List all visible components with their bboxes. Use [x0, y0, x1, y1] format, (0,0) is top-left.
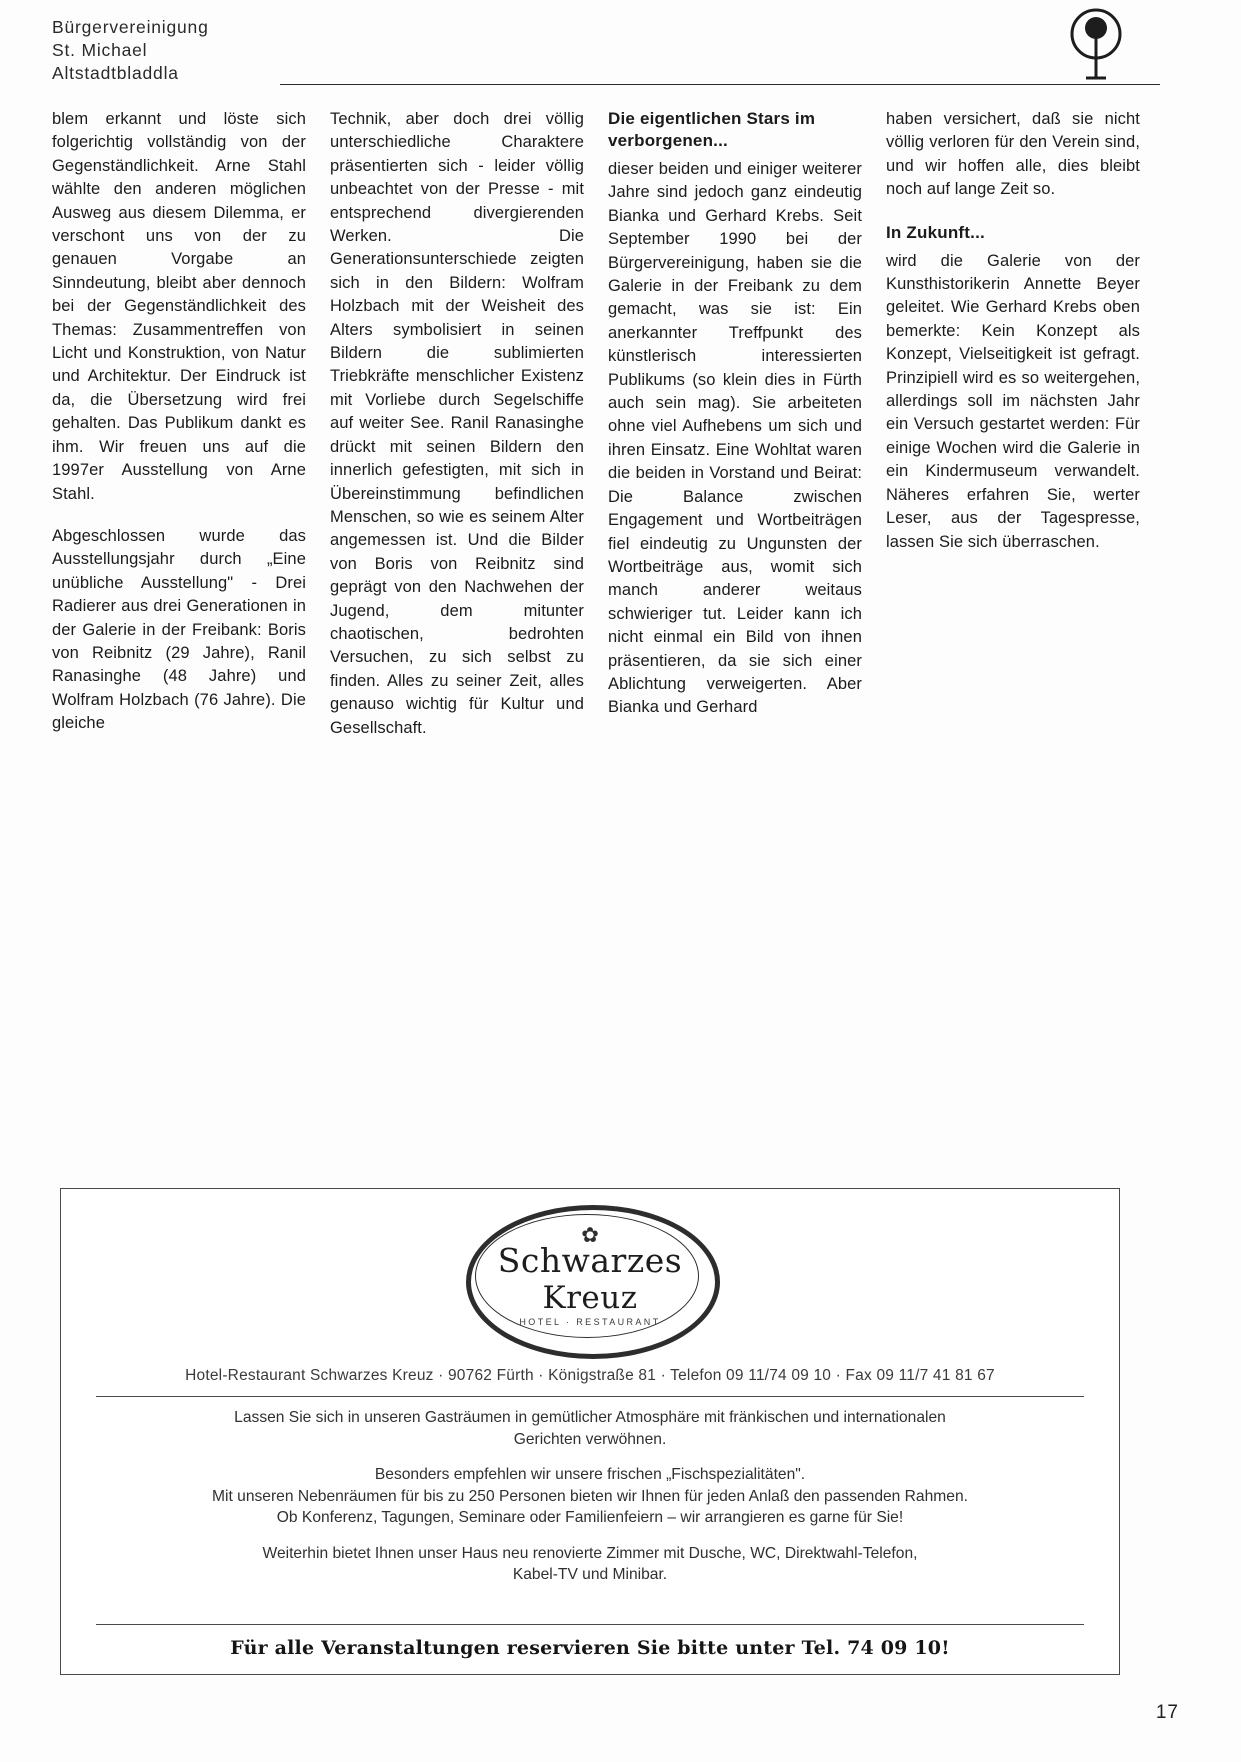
logo-line-3: HOTEL · RESTAURANT: [519, 1317, 661, 1327]
section-heading-stars: Die eigentlichen Stars im verborgenen...: [608, 109, 816, 150]
paragraph: haben versichert, daß sie nicht völlig verloren für den Verein sind, und wir hoffen alle, dies bleibt noch auf lange Zeit so.: [886, 110, 1140, 199]
advertisement-logo-area: [61, 1205, 1119, 1353]
paragraph: Abgeschlossen wurde das Ausstellungsjahr durch „Eine unübliche Ausstellung" - Drei Radierer aus drei Generationen in der Galerie in der Freibank: Boris von Reibnitz (29 Jahre), Ranil Ranasinghe (48 Jahre) und Wolfram Holzbach (76 Jahre). Die gleiche: [52, 526, 306, 733]
section-heading-zukunft: In Zukunft...: [886, 222, 985, 242]
masthead-title: [52, 16, 1122, 85]
advertisement-box: [60, 1188, 1120, 1675]
advertisement-text-line: Kabel-TV und Minibar.: [512, 1566, 668, 1583]
advertisement-text-line: Gerichten verwöhnen.: [513, 1430, 667, 1448]
advertisement-text-line: Lassen Sie sich in unseren Gasträumen in gemütlicher Atmosphäre mit fränkischen und internationalen: [234, 1409, 946, 1426]
circle-pin-logo-icon: [1070, 8, 1122, 80]
paragraph: wird die Galerie von der Kunsthistorikerin Annette Beyer geleitet. Wie Gerhard Krebs oben bemerkte: Kein Konzept als Konzept, Vielseitigkeit ist gefragt. Prinzipiell wird es so weitergehen, allerdings soll im nächsten Jahr ein Versuch gestartet werden: Für einige Wochen wird die Galerie in ein Kindermuseum verwandelt. Näheres erfahren Sie, werter Leser, aus der Tagespresse, lassen Sie sich überraschen.: [886, 251, 1140, 551]
advertisement-contact-line: Hotel-Restaurant Schwarzes Kreuz · 90762 Fürth · Königstraße 81 · Telefon 09 11/74 09 10 · Fax 09 11/7 41 81 67: [185, 1367, 995, 1384]
article-column-3: [608, 108, 862, 740]
article-column-4: [886, 108, 1140, 740]
masthead-line-3: Altstadtbladdla: [52, 63, 179, 83]
advertisement-text-line: Besonders empfehlen wir unsere frischen „Fischspezialitäten".: [374, 1466, 806, 1483]
masthead-line-2: St. Michael: [52, 40, 148, 60]
advertisement-block-3: [105, 1543, 1075, 1586]
article-columns: [52, 108, 1172, 740]
logo-line-1: Schwarzes: [497, 1241, 683, 1280]
advertisement-footer-call-to-action: Für alle Veranstaltungen reservieren Sie bitte unter Tel. 74 09 10!: [230, 1637, 950, 1659]
clover-icon: ✿: [581, 1224, 599, 1247]
masthead-line-1: Bürgervereinigung: [52, 17, 209, 37]
page-number: 17: [1155, 1702, 1179, 1723]
advertisement-text-line: Weiterhin bietet Ihnen unser Haus neu renovierte Zimmer mit Dusche, WC, Direktwahl-Telefon,: [262, 1544, 918, 1562]
paragraph: Technik, aber doch drei völlig unterschiedliche Charaktere präsentierten sich - leider völlig unbeachtet von der Presse - mit entsprechend divergierenden Werken. Die Generationsunterschiede zeigten sich in den Bildern: Wolfram Holzbach mit der Weisheit des Alters symbolisiert in seinen Bildern die sublimierten Triebkräfte menschlicher Existenz mit Vorliebe durch Segelschiffe auf weiter See. Ranil Ranasinghe drückt mit seinen Bildern den innerlich gefestigten, mit sich in Übereinstimmung befindlichen Menschen, so wie es seinem Alter angemessen ist. Und die Bilder von Boris von Reibnitz sind geprägt von den Nachwehen der Jugend, dem mitunter chaotischen, bedrohten Versuchen, zu sich selbst zu finden. Alles zu seiner Zeit, alles genauso wichtig für Kultur und Gesellschaft.: [330, 110, 584, 737]
advertisement-divider-top: [96, 1396, 1084, 1397]
paragraph: blem erkannt und löste sich folgerichtig vollständig von der Gegenständlichkeit. Arne Stahl wählte den anderen möglichen Ausweg aus diesem Dilemma, er verschont uns von der zu genauen Vorgabe an Sinndeutung, bleibt aber dennoch bei der Gegenständlichkeit des Themas: Zusammentreffen von Licht und Konstruktion, von Natur und Architektur. Der Eindruck ist da, die Übersetzung wird frei gehalten. Das Publikum dankt es ihm. Wir freuen uns auf die 1997er Ausstellung von Arne Stahl.: [52, 110, 306, 503]
paragraph: dieser beiden und einiger weiterer Jahre sind jedoch ganz eindeutig Bianka und Gerhard Krebs. Seit September 1990 bei der Bürgervereinigung, haben sie die Galerie in der Freibank zu dem gemacht, was sie ist: Ein anerkannter Treffpunkt des künstlerisch interessierten Publikums (so klein dies in Fürth auch sein mag). Sie arbeiteten ohne viel Aufhebens um sich und ihren Einsatz. Eine Wohltat waren die beiden in Vorstand und Beirat: Die Balance zwischen Engagement und Wortbeiträgen fiel eindeutig zu Ungunsten der Wortbeiträge aus, womit sich manch anderer weitaus schwieriger tut. Leider kann ich nicht einmal ein Bild von ihnen präsentieren, da sie sich einer Ablichtung verweigerten. Aber Bianka und Gerhard: [608, 160, 862, 717]
advertisement-text-line: Mit unseren Nebenräumen für bis zu 250 Personen bieten wir Ihnen für jeden Anlaß den passenden Rahmen.: [212, 1487, 968, 1505]
masthead-rule: [280, 84, 1160, 85]
schwarzes-kreuz-logo: [466, 1205, 714, 1353]
advertisement-body: [105, 1407, 1075, 1600]
advertisement-text-line: Ob Konferenz, Tagungen, Seminare oder Familienfeiern – wir arrangieren es garne für Sie!: [276, 1509, 904, 1526]
logo-line-2: Kreuz: [542, 1280, 638, 1316]
advertisement-block-2: [105, 1464, 1075, 1529]
advertisement-block-1: [105, 1407, 1075, 1450]
article-column-1: [52, 108, 306, 740]
article-column-2: [330, 108, 584, 740]
masthead: [52, 16, 1122, 85]
advertisement-divider-bottom: [96, 1624, 1084, 1625]
